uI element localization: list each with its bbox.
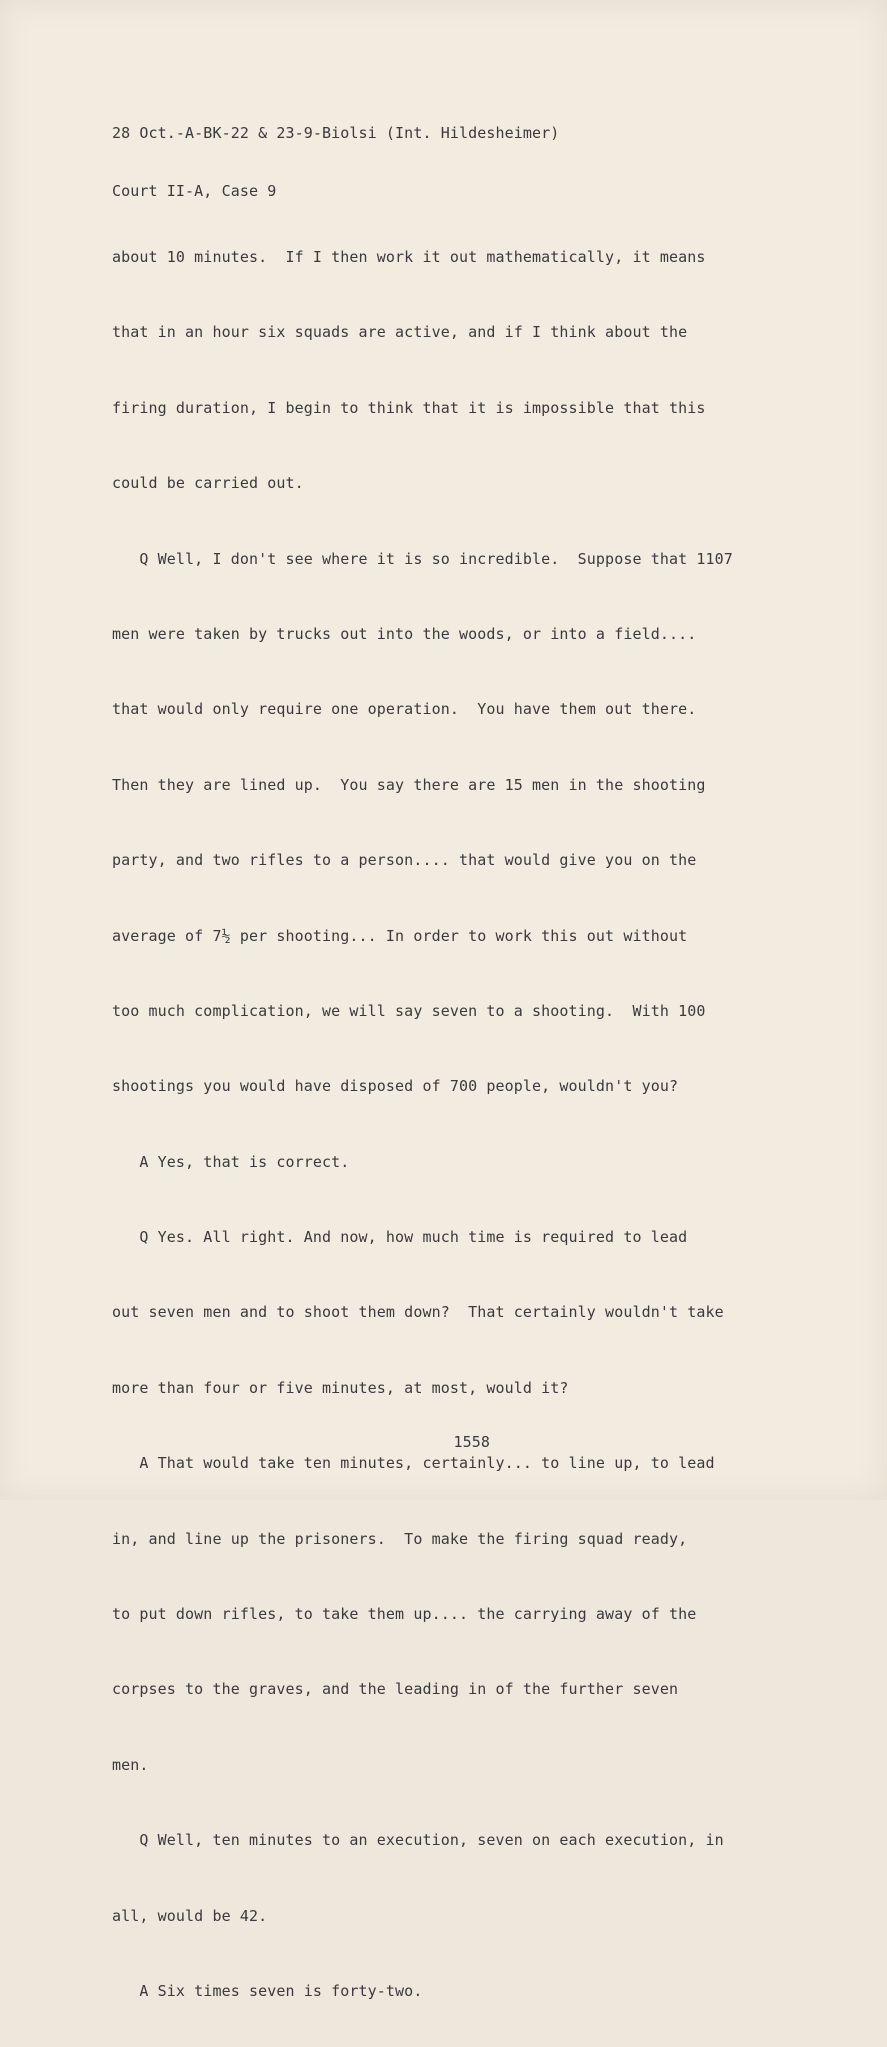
transcript-line: firing duration, I begin to think that it is impossible that this [112, 398, 706, 417]
transcript-line: to put down rifles, to take them up.... the carrying away of the [112, 1605, 697, 1624]
transcript-line: Q Yes. All right. And now, how much time is required to lead [112, 1228, 688, 1247]
transcript-line: that in an hour six squads are active, and if I think about the [112, 323, 688, 342]
transcript-line: about 10 minutes. If I then work it out mathematically, it means [112, 248, 706, 266]
transcript-line: could be carried out. [112, 474, 304, 493]
header-line: 28 Oct.-A-BK-22 & 23-9-Biolsi (Int. Hildesheimer) [112, 124, 560, 142]
transcript-line: Q Well, I don't see where it is so incredible. Suppose that 1107 [112, 549, 733, 568]
transcript-line: shootings you would have disposed of 700 people, wouldn't you? [112, 1077, 679, 1096]
transcript-line: men were taken by trucks out into the woods, or into a field.... [112, 624, 697, 643]
transcript-line: A That would take ten minutes, certainly... to line up, to lead [112, 1454, 715, 1473]
page-number-text: 1558 [453, 1433, 491, 1451]
transcript-body [112, 202, 733, 2047]
transcript-line: party, and two rifles to a person.... that would give you on the [112, 851, 697, 870]
transcript-line: A Six times seven is forty-two. [112, 1981, 423, 2000]
transcript-line: Then they are lined up. You say there are 15 men in the shooting [112, 775, 706, 794]
transcript-line: A Yes, that is correct. [112, 1152, 350, 1171]
transcript-line: Q Well, ten minutes to an execution, seven on each execution, in [112, 1831, 724, 1850]
transcript-line: in, and line up the prisoners. To make the firing squad ready, [112, 1529, 688, 1548]
transcript-line: corpses to the graves, and the leading in of the further seven [112, 1680, 679, 1699]
transcript-line: all, would be 42. [112, 1906, 268, 1925]
transcript-line: out seven men and to shoot them down? That certainly wouldn't take [112, 1303, 724, 1322]
page-number [0, 1415, 887, 1469]
transcript-line: that would only require one operation. You have them out there. [112, 700, 697, 719]
transcript-line: more than four or five minutes, at most, would it? [112, 1378, 569, 1397]
header-line: Court II-A, Case 9 [112, 182, 277, 200]
transcript-line: too much complication, we will say seven to a shooting. With 100 [112, 1001, 706, 1020]
transcript-line: men. [112, 1755, 149, 1774]
transcript-line: average of 7½ per shooting... In order to work this out without [112, 926, 688, 945]
